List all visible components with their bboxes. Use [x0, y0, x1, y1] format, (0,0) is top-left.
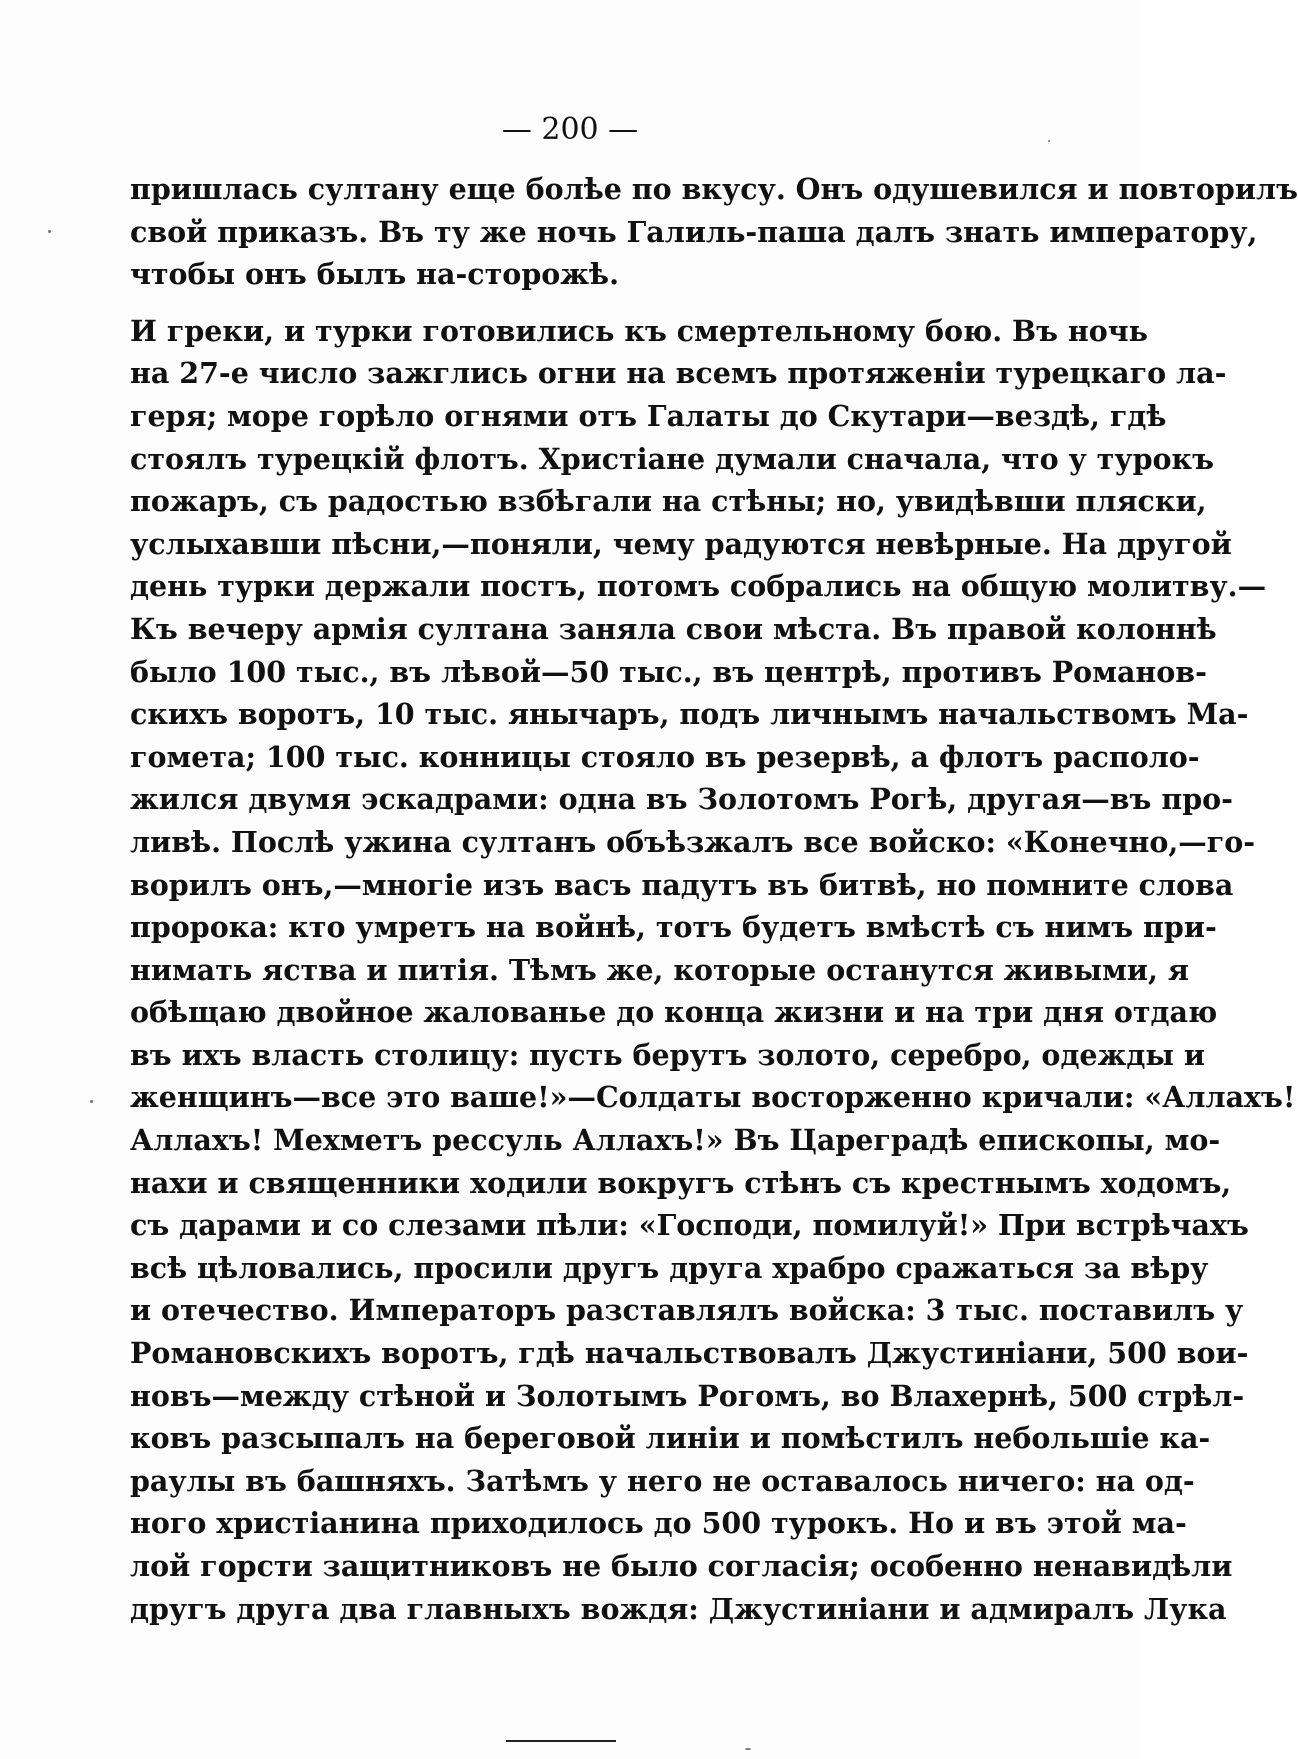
text-line: ливѣ. Послѣ ужина султанъ объѣзжалъ все войско: «Конечно,—го- — [130, 824, 1256, 859]
text-line: женщинъ—все это ваше!»—Солдаты восторженно кричали: «Аллахъ! — [130, 1080, 1296, 1115]
text-line: чтобы онъ былъ на-сторожѣ. — [130, 257, 619, 292]
paragraph-gap — [130, 296, 1048, 310]
page-number: — 200 — — [501, 112, 639, 147]
paragraph-1 — [130, 168, 1298, 296]
text-line: ковъ разсыпалъ на береговой линіи и помѣстилъ небольшіе ка- — [130, 1421, 1211, 1456]
text-line: услыхавши пѣсни,—поняли, чему радуются невѣрные. На другой — [130, 526, 1232, 561]
text-line: стоялъ турецкій флотъ. Христіане думали сначала, что у турокъ — [130, 441, 1214, 476]
text-line: Къ вечеру армія султана заняла свои мѣста. Въ правой колоннѣ — [130, 611, 1217, 646]
print-speck — [1048, 140, 1050, 142]
text-line: гомета; 100 тыс. конницы стояло въ резервѣ, а флотъ располо- — [130, 739, 1200, 774]
text-line: и отечество. Императоръ разставлялъ войска: 3 тыс. поставилъ у — [130, 1293, 1244, 1328]
text-line: ного христіанина приходилось до 500 турокъ. Но и въ этой ма- — [130, 1506, 1187, 1541]
text-line: пророка: кто умретъ на войнѣ, тотъ будетъ вмѣстѣ съ нимъ при- — [130, 910, 1217, 945]
text-line — [130, 1630, 1048, 1673]
text-line: раулы въ башняхъ. Затѣмъ у него не оставалось ничего: на од- — [130, 1463, 1195, 1498]
text-line: новъ—между стѣной и Золотымъ Рогомъ, во Влахернѣ, 500 стрѣл- — [130, 1378, 1245, 1413]
text-line: всѣ цѣловались, просили другъ друга храбро сражаться за вѣру — [130, 1250, 1209, 1285]
text-line: пожаръ, съ радостью взбѣгали на стѣны; но, увидѣвши пляски, — [130, 484, 1207, 519]
body-text — [130, 168, 1298, 1673]
text-line: лой горсти защитниковъ не было согласія; особенно ненавидѣли — [130, 1549, 1233, 1583]
text-line: Романовскихъ воротъ, гдѣ начальствовалъ Джустиніани, 500 вои- — [130, 1336, 1249, 1371]
text-line: было 100 тыс., въ лѣвой—50 тыс., въ центрѣ, противъ Романов- — [130, 654, 1207, 689]
print-speck — [90, 1100, 93, 1103]
print-speck — [745, 1748, 751, 1750]
text-line: на 27-е число зажглись огни на всемъ протяженіи турецкаго ла- — [130, 356, 1227, 391]
text-line: геря; море горѣло огнями отъ Галаты до Скутари—вездѣ, гдѣ — [130, 398, 1167, 433]
text-line: другъ друга два главныхъ вождя: Джустиніани и адмиралъ Лука — [130, 1591, 1227, 1626]
text-line: ворилъ онъ,—многіе изъ васъ падутъ въ битвѣ, но помните слова — [130, 867, 1234, 902]
text-line: Аллахъ! Мехметъ рессуль Аллахъ!» Въ Цареградѣ епископы, мо- — [130, 1123, 1221, 1158]
text-line: свой приказъ. Въ ту же ночь Галиль-паша далъ знать императору, — [130, 214, 1258, 249]
text-line: жился двумя эскадрами: одна въ Золотомъ Рогѣ, другая—въ про- — [130, 782, 1233, 817]
text-line: въ ихъ власть столицу: пусть берутъ золото, серебро, одежды и — [130, 1037, 1205, 1072]
footer-rule — [506, 1740, 616, 1742]
print-speck — [48, 230, 51, 233]
text-line: обѣщаю двойное жалованье до конца жизни и на три дня отдаю — [130, 995, 1218, 1030]
paragraph-2 — [130, 310, 1296, 1673]
text-line: И греки, и турки готовились къ смертельному бою. Въ ночь — [130, 313, 1148, 348]
text-line: нахи и священники ходили вокругъ стѣнъ съ крестнымъ ходомъ, — [130, 1165, 1232, 1200]
text-line: съ дарами и со слезами пѣли: «Господи, помилуй!» При встрѣчахъ — [130, 1208, 1249, 1243]
text-line: нимать яства и питія. Тѣмъ же, которые останутся живыми, я — [130, 952, 1189, 987]
text-line: день турки держали постъ, потомъ собрались на общую молитву.— — [130, 569, 1267, 604]
text-line: скихъ воротъ, 10 тыс. янычаръ, подъ личнымъ начальствомъ Ма- — [130, 697, 1249, 732]
text-line: пришлась султану еще болѣе по вкусу. Онъ одушевился и повторилъ — [130, 172, 1298, 206]
